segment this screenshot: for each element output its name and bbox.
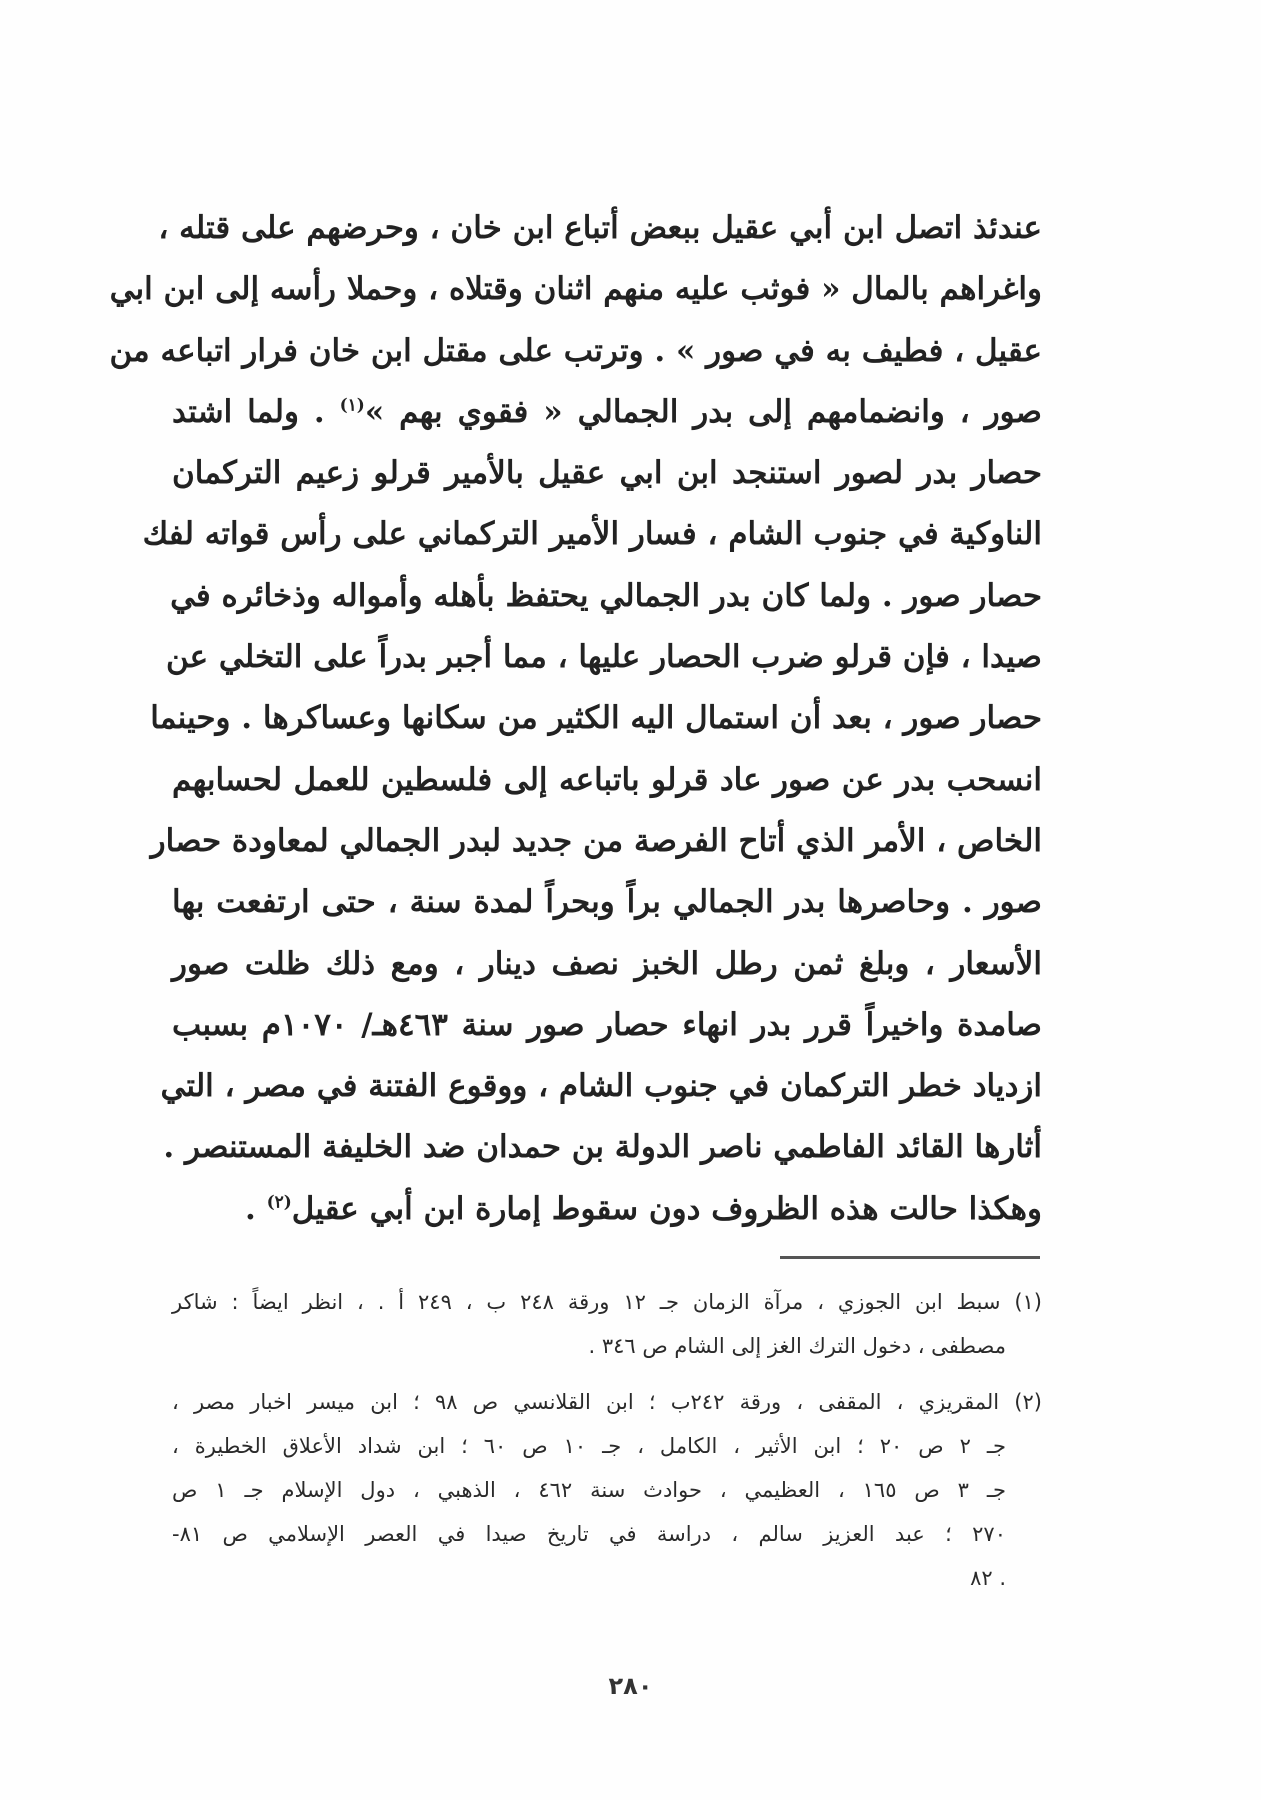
text-line: واغراهم بالمال « فوثب عليه منهم اثنان وقتلاه ، وحملا رأسه إلى ابن ابي (109, 271, 1042, 308)
footnote-ref-2[interactable]: (٢) (266, 1192, 292, 1213)
text-line (172, 1179, 1042, 1240)
footnotes (172, 1280, 1042, 1612)
footnote-line: (٢) المقريزي ، المقفى ، ورقة ٢٤٢ب ؛ ابن القلانسي ص ٩٨ ؛ ابن ميسر اخبار مصر ، (172, 1390, 1042, 1414)
footnote-ref-1[interactable]: (١) (339, 395, 365, 416)
text-segment: . (244, 1190, 267, 1227)
text-line: عقيل ، فطيف به في صور » . وترتب على مقتل ابن خان فرار اتباعه من (109, 332, 1042, 369)
footnote-line: مصطفى ، دخول الترك الغز إلى الشام ص ٣٤٦ . (588, 1334, 1006, 1358)
text-line: الأسعار ، وبلغ ثمن رطل الخبز نصف دينار ، ومع ذلك ظلت صور (172, 945, 1042, 982)
text-line: صور . وحاصرها بدر الجمالي براً وبحراً لمدة سنة ، حتى ارتفعت بها (172, 884, 1042, 921)
footnote-1 (172, 1280, 1042, 1368)
text-line: حصار صور ، بعد أن استمال اليه الكثير من سكانها وعساكرها . وحينما (150, 700, 1042, 737)
text-line: الخاص ، الأمر الذي أتاح الفرصة من جديد لبدر الجمالي لمعاودة حصار (150, 822, 1042, 859)
footnote-line: ٢٧٠ ؛ عبد العزيز سالم ، دراسة في تاريخ صيدا في العصر الإسلامي ص ٨١- (172, 1522, 1006, 1546)
text-line: حصار بدر لصور استنجد ابن ابي عقيل بالأمير قرلو زعيم التركمان (172, 455, 1042, 492)
text-line: عندئذ اتصل ابن أبي عقيل ببعض أتباع ابن خان ، وحرضهم على قتله ، (158, 210, 1042, 246)
text-line: صامدة واخيراً قرر بدر انهاء حصار صور سنة ٤٦٣هـ/ ١٠٧٠م بسبب (172, 1006, 1042, 1043)
footnote-line: . ٨٢ (970, 1566, 1006, 1590)
text-line: صيدا ، فإن قرلو ضرب الحصار عليها ، مما أجبر بدراً على التخلي عن (165, 639, 1042, 676)
text-line: حصار صور . ولما كان بدر الجمالي يحتفظ بأهله وأمواله وذخائره في (170, 577, 1042, 614)
footnote-2 (172, 1380, 1042, 1600)
footnote-separator (780, 1256, 1040, 1259)
text-line: أثارها القائد الفاطمي ناصر الدولة بن حمدان ضد الخليفة المستنصر . (163, 1129, 1042, 1166)
footnote-line: (١) سبط ابن الجوزي ، مرآة الزمان جـ ١٢ ورقة ٢٤٨ ب ، ٢٤٩ أ . ، انظر ايضاً : شاكر (172, 1290, 1042, 1314)
text-line: ازدياد خطر التركمان في جنوب الشام ، ووقوع الفتنة في مصر ، التي (160, 1068, 1042, 1105)
footnote-line: جـ ٢ ص ٢٠ ؛ ابن الأثير ، الكامل ، جـ ١٠ ص ٦٠ ؛ ابن شداد الأعلاق الخطيرة ، (172, 1434, 1006, 1458)
text-segment: وهكذا حالت هذه الظروف دون سقوط إمارة ابن أبي عقيل (291, 1190, 1042, 1227)
text-line: الناوكية في جنوب الشام ، فسار الأمير التركماني على رأس قواته لفك (142, 516, 1042, 553)
main-text (109, 198, 1043, 1240)
text-line (172, 382, 1042, 443)
text-line: انسحب بدر عن صور عاد قرلو باتباعه إلى فلسطين للعمل لحسابهم (172, 761, 1042, 798)
footnote-line: جـ ٣ ص ١٦٥ ، العظيمي ، حوادث سنة ٤٦٢ ، الذهبي ، دول الإسلام جـ ١ ص (172, 1478, 1006, 1502)
text-segment: . ولما اشتد (172, 393, 340, 430)
page-number: ٢٨٠ (608, 1672, 653, 1700)
text-segment: صور ، وانضمامهم إلى بدر الجمالي « فقوي بهم » (364, 393, 1043, 430)
